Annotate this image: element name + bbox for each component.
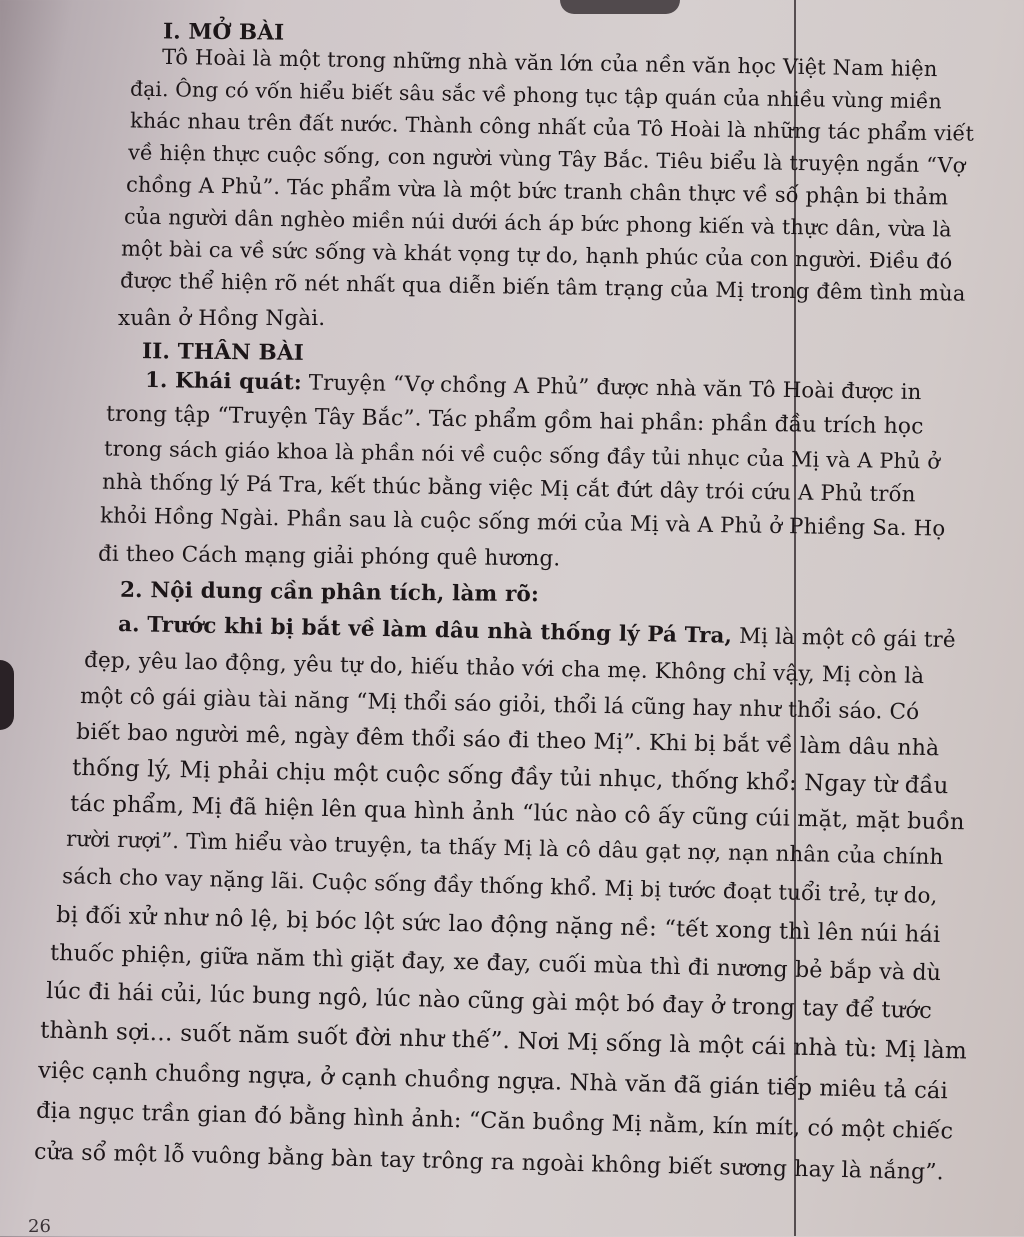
part-a-line: thành sợi… suốt năm suốt đời như thế”. Nơi Mị sống là một cái nhà tù: Mị làm xyxy=(39,1017,968,1065)
part-a-line: bị đối xử như nô lệ, bị bóc lột sức lao động nặng nề: “tết xong thì lên núi hái xyxy=(55,901,941,949)
content-heading: 2. Nội dung cần phân tích, làm rõ: xyxy=(119,577,540,608)
part-a-line: việc cạnh chuồng ngựa, ở cạnh chuồng ngựa. Nhà văn đã gián tiếp miêu tả cái xyxy=(37,1057,949,1105)
overview-first-line xyxy=(145,368,922,406)
part-a-line: lúc đi hái củi, lúc bung ngô, lúc nào cũng gài một bó đay ở trong tay để tước xyxy=(45,977,933,1025)
part-a-line: địa ngục trần gian đó bằng hình ảnh: “Căn buồng Mị nằm, kín mít, có một chiếc xyxy=(35,1097,954,1145)
part-a-line: thống lý, Mị phải chịu một cuộc sống đầy tủi nhục, thống khổ: Ngay từ đầu xyxy=(71,754,949,800)
part-a-line: một cô gái giàu tài năng “Mị thổi sáo giỏi, thổi lá cũng hay như thổi sáo. Có xyxy=(79,683,920,726)
overview-label: 1. Khái quát: xyxy=(144,367,303,396)
intro-line: Tô Hoài là một trong những nhà văn lớn của nền văn học Việt Nam hiện xyxy=(161,44,938,82)
overview-line: trong sách giáo khoa là phần nói về cuộc sống đầy tủi nhục của Mị và A Phủ ở xyxy=(103,436,941,474)
part-a-label: a. Trước khi bị bắt về làm dâu nhà thống lý Pá Tra, xyxy=(117,611,733,649)
part-a-line: tác phẩm, Mị đã hiện lên qua hình ảnh “lúc nào cô ấy cũng cúi mặt, mặt buồn xyxy=(69,790,965,836)
part-a-line: sách cho vay nặng lãi. Cuộc sống đầy thống khổ. Mị bị tước đoạt tuổi trẻ, tự do, xyxy=(61,864,938,909)
page-edge-shadow xyxy=(560,0,680,14)
page-number: 26 xyxy=(28,1216,51,1237)
intro-line: đại. Ông có vốn hiểu biết sâu sắc về phong tục tập quán của nhiều vùng miền xyxy=(129,76,943,114)
part-a-line: cửa sổ một lỗ vuông bằng bàn tay trông ra ngoài không biết sương hay là nắng”. xyxy=(33,1139,945,1186)
intro-line: một bài ca về sức sống và khát vọng tự do, hạnh phúc của con người. Điều đó xyxy=(120,236,953,274)
part-a-line: biết bao người mê, ngày đêm thổi sáo đi theo Mị”. Khi bị bắt về làm dâu nhà xyxy=(75,719,940,762)
intro-line: của người dân nghèo miền núi dưới ách áp bức phong kiến và thực dân, vừa là xyxy=(123,204,952,242)
finger-shadow xyxy=(0,660,14,730)
intro-line: khác nhau trên đất nước. Thành công nhất của Tô Hoài là những tác phẩm viết xyxy=(129,108,975,146)
heading-intro: I. MỞ BÀI xyxy=(162,19,285,46)
intro-line: chồng A Phủ”. Tác phẩm vừa là một bức tranh chân thực về số phận bi thảm xyxy=(125,172,949,210)
intro-line: về hiện thực cuộc sống, con người vùng Tây Bắc. Tiêu biểu là truyện ngắn “Vợ xyxy=(127,140,966,178)
intro-line: xuân ở Hồng Ngài. xyxy=(118,306,326,331)
overview-line: trong tập “Truyện Tây Bắc”. Tác phẩm gồm hai phần: phần đầu trích học xyxy=(105,401,924,440)
part-a-line: rười rượi”. Tìm hiểu vào truyện, ta thấy Mị là cô dâu gạt nợ, nạn nhân của chính xyxy=(65,826,944,871)
overview-line: khỏi Hồng Ngài. Phần sau là cuộc sống mới của Mị và A Phủ ở Phiềng Sa. Họ xyxy=(99,503,946,542)
part-a-first-text: Mị là một cô gái trẻ xyxy=(731,623,956,654)
heading-body: II. THÂN BÀI xyxy=(141,339,305,366)
part-a-line: đẹp, yêu lao động, yêu tự do, hiếu thảo với cha mẹ. Không chỉ vậy, Mị còn là xyxy=(83,647,925,690)
part-a-line: thuốc phiện, giữa năm thì giặt đay, xe đay, cuối mùa thì đi nương bẻ bắp và dù xyxy=(49,939,942,987)
intro-line: được thể hiện rõ nét nhất qua diễn biến tâm trạng của Mị trong đêm tình mùa xyxy=(119,268,966,306)
overview-first-text: Truyện “Vợ chồng A Phủ” được nhà văn Tô Hoài được in xyxy=(301,370,922,406)
overview-line: nhà thống lý Pá Tra, kết thúc bằng việc Mị cắt đứt dây trói cứu A Phủ trốn xyxy=(101,469,916,508)
part-a-first-line xyxy=(118,612,956,654)
overview-line: đi theo Cách mạng giải phóng quê hương. xyxy=(97,541,561,572)
